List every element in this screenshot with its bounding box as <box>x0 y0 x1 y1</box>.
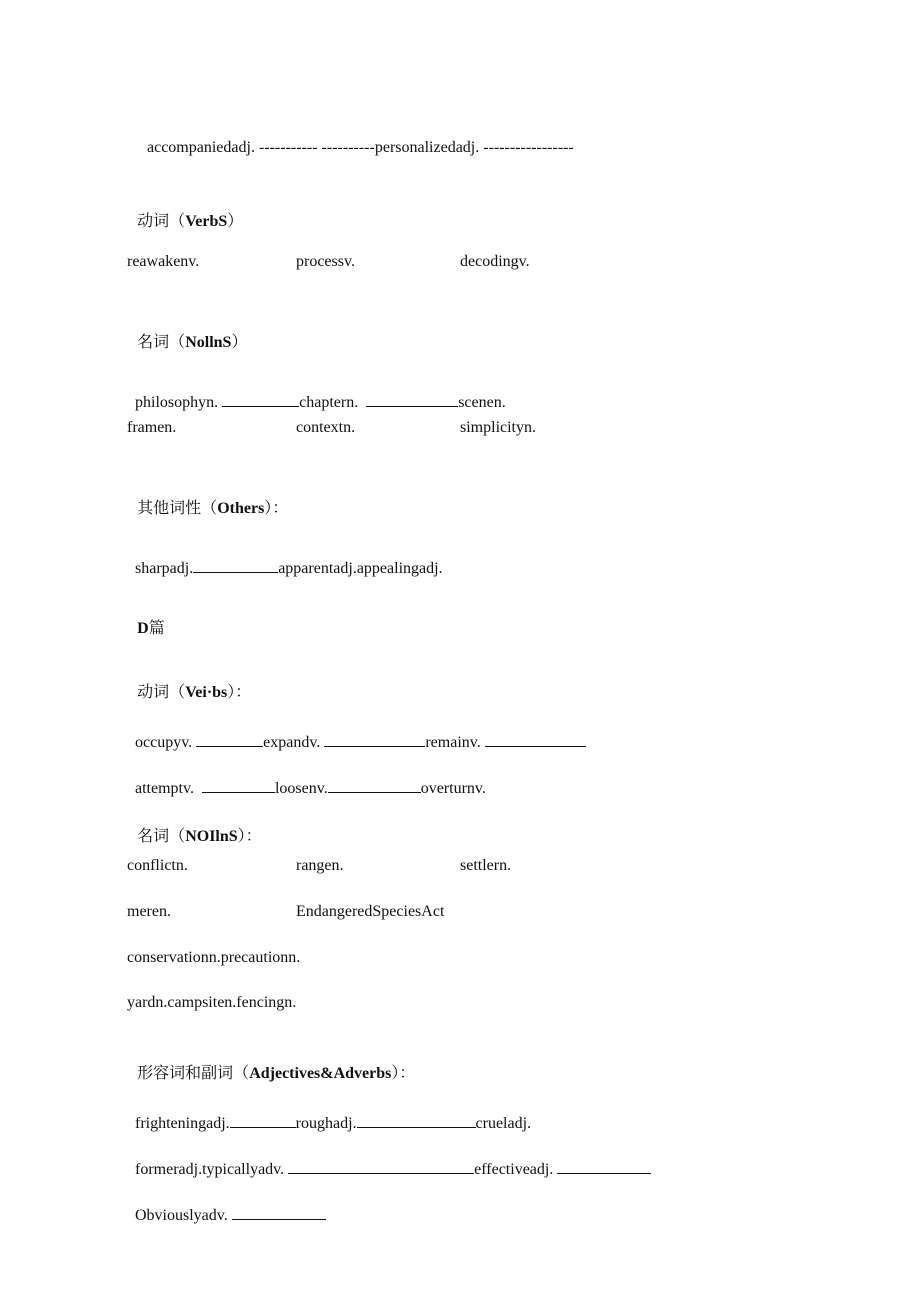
fill-blank[interactable] <box>230 1113 296 1128</box>
word-expand: expandv. <box>263 734 321 751</box>
word-frightening: frighteningadj. <box>135 1115 230 1132</box>
word-former-typically: formeradj.typicallyadv. <box>135 1161 285 1178</box>
word-line-philosophy <box>127 372 506 413</box>
fill-blank[interactable] <box>357 1113 476 1128</box>
word-conflict: conflictn. <box>127 857 188 874</box>
section-title-d: D篇 <box>137 618 165 637</box>
word-cruel: crueladj. <box>475 1115 532 1132</box>
word-line-conservation: conservationn.precautionn. <box>127 949 301 966</box>
word-line-occupy <box>127 712 586 753</box>
word-chapter: chaptern. <box>299 394 359 411</box>
heading-verbs-2: 动词（Vei·bs）： <box>137 682 252 701</box>
word-settler: settlern. <box>460 857 512 874</box>
word-apparent-appealing: apparentadj.appealingadj. <box>278 560 443 577</box>
word-occupy: occupyv. <box>135 734 193 751</box>
fill-blank[interactable] <box>288 1159 474 1174</box>
word-line-sharp <box>127 538 443 579</box>
fill-blank[interactable] <box>232 1205 326 1220</box>
word-frame: framen. <box>127 419 177 436</box>
fill-blank[interactable] <box>196 732 263 747</box>
word-sharp: sharpadj. <box>135 560 194 577</box>
word-process: processv. <box>296 253 355 270</box>
heading-others: 其他词性（Others）： <box>137 498 289 517</box>
fill-blank[interactable] <box>485 732 586 747</box>
word-line-former <box>127 1139 651 1180</box>
word-line-obviously <box>127 1185 326 1226</box>
fill-blank[interactable] <box>557 1159 651 1174</box>
fill-blank[interactable] <box>324 732 425 747</box>
fill-blank[interactable] <box>366 392 458 407</box>
word-reawaken: reawakenv. <box>127 253 200 270</box>
word-effective: effectiveadj. <box>474 1161 554 1178</box>
word-line-accompanied <box>139 118 574 158</box>
word-simplicity: simplicityn. <box>460 419 536 436</box>
word-overturn: overturnv. <box>420 780 486 797</box>
word-personalized: personalizedadj. ----------------- <box>374 139 574 156</box>
word-accompanied: accompaniedadj. ----------- ---------- <box>147 139 375 156</box>
heading-nouns-2: 名词（NOIlnS）： <box>137 826 262 845</box>
word-attempt: attemptv. <box>135 780 194 797</box>
fill-blank[interactable] <box>222 392 299 407</box>
word-remain: remainv. <box>425 734 481 751</box>
heading-verbs-1: 动词（VerbS） <box>137 211 244 230</box>
word-scene: scenen. <box>458 394 506 411</box>
word-decoding: decodingv. <box>460 253 530 270</box>
word-philosophy: philosophyn. <box>135 394 219 411</box>
fill-blank[interactable] <box>202 778 275 793</box>
word-line-frightening <box>127 1093 531 1134</box>
word-line-yard: yardn.campsiten.fencingn. <box>127 994 297 1011</box>
word-line-attempt <box>127 758 486 799</box>
word-obviously: Obviouslyadv. <box>135 1207 228 1224</box>
word-loosen: loosenv. <box>274 780 328 797</box>
word-rough: roughadj. <box>295 1115 357 1132</box>
fill-blank[interactable] <box>193 558 278 573</box>
heading-nouns-1: 名词（NollnS） <box>137 332 248 351</box>
heading-adjectives-adverbs: 形容词和副词（Adjectives&Adverbs）： <box>137 1063 416 1082</box>
word-mere: meren. <box>127 903 171 920</box>
fill-blank[interactable] <box>328 778 421 793</box>
word-endangered-species-act: EndangeredSpeciesAct <box>296 903 445 920</box>
word-context: contextn. <box>296 419 356 436</box>
word-range: rangen. <box>296 857 344 874</box>
